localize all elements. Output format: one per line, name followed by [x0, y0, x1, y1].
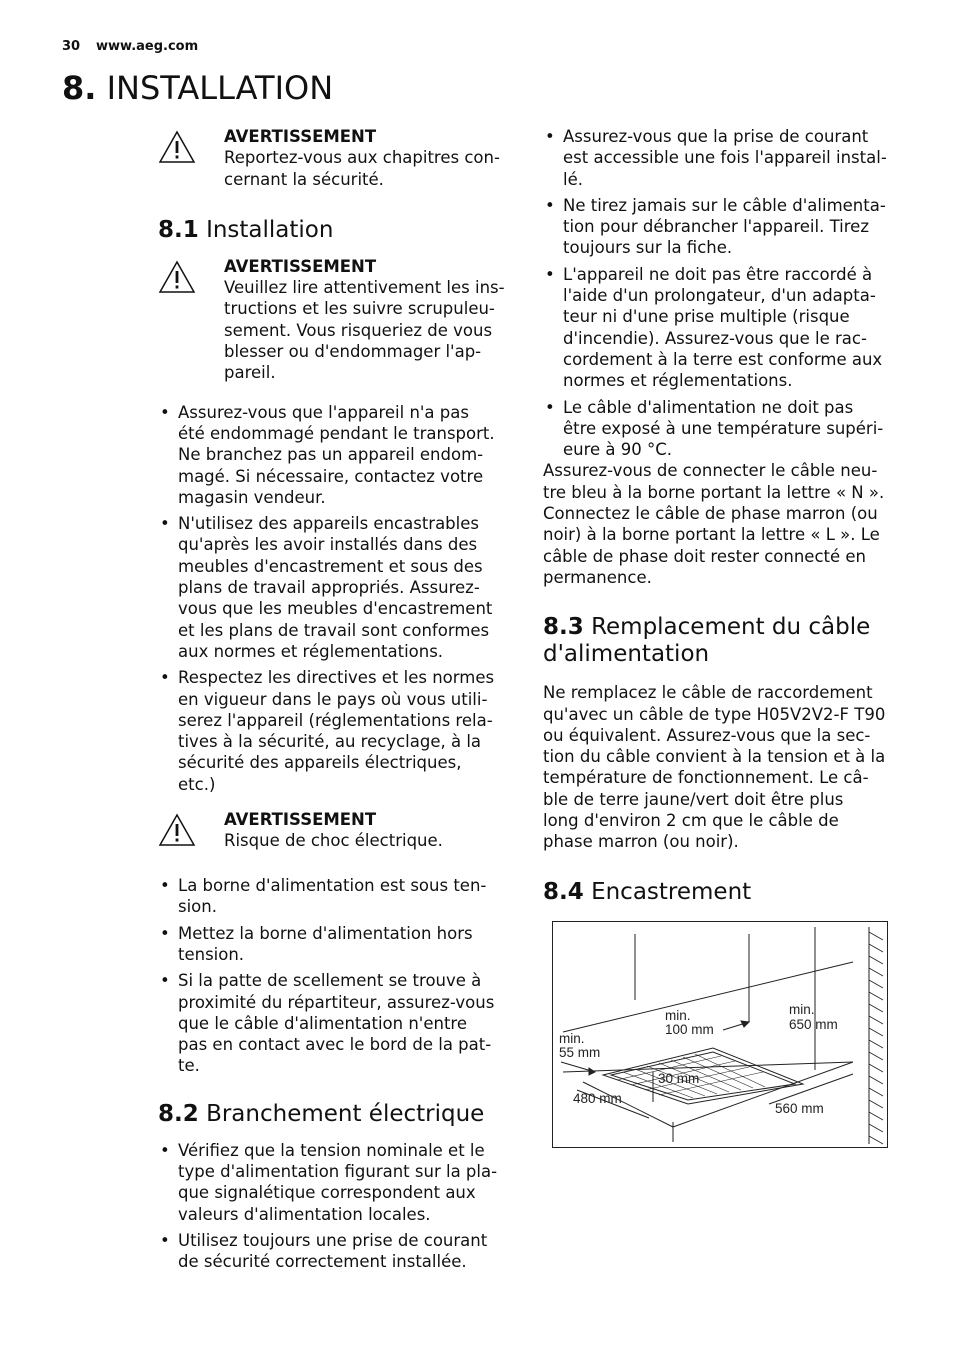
list-item-line: • Utilisez toujours une prise de courant [178, 1230, 488, 1250]
bullet-list-connection [543, 126, 903, 460]
paragraph-line: tion du câble convient à la tension et à la [543, 747, 886, 767]
list-item-line: teur ni d'une prise multiple (risque [563, 307, 850, 327]
diagram-label-55mm: 55 mm [559, 1045, 601, 1060]
diagram-label-560mm: 560 mm [775, 1101, 824, 1116]
diagram-label-min: min. [665, 1008, 691, 1023]
list-item-line: • Assurez-vous que l'appareil n'a pas [178, 402, 469, 422]
warning-title: AVERTISSEMENT [224, 810, 377, 830]
paragraph-line: noir) à la borne portant la lettre « L ». Le [543, 525, 880, 545]
list-item-line: magasin vendeur. [178, 487, 326, 507]
list-item-line: être exposé à une température supéri- [563, 418, 884, 438]
list-item-line: sion. [178, 897, 217, 917]
list-item-line: • Le câble d'alimentation ne doit pas [563, 397, 854, 417]
section-number: 8.4 [543, 878, 584, 905]
list-item [158, 970, 514, 1076]
bullet-list-electric-risk [158, 875, 514, 1077]
list-item [543, 126, 903, 190]
paragraph-line: Ne remplacez le câble de raccordement [543, 683, 873, 703]
diagram-label-30mm: 30 mm [658, 1071, 700, 1086]
warning-triangle-icon [158, 813, 196, 847]
list-item-line: sécurité des appareils électriques, [178, 753, 462, 773]
list-item-line: de sécurité correctement installée. [178, 1252, 467, 1272]
bullet-list-electrical [158, 1140, 514, 1273]
paragraph-line: tre bleu à la borne portant la lettre « N ». [543, 482, 885, 502]
list-item-line: etc.) [178, 774, 216, 794]
paragraph-line: permanence. [543, 567, 652, 587]
warning-text-line: tructions et les suivre scrupuleu- [224, 299, 495, 319]
warning-title: AVERTISSEMENT [224, 256, 377, 276]
paragraph-line: phase marron (ou noir). [543, 832, 739, 852]
warning-block-3 [158, 809, 514, 857]
warning-text-line: Risque de choc électrique. [224, 831, 443, 851]
diagram-label-min: min. [789, 1002, 815, 1017]
list-item-line: d'incendie). Assurez-vous que le rac- [563, 328, 867, 348]
section-number: 8.3 [543, 614, 584, 641]
list-item-line: proximité du répartiteur, assurez-vous [178, 992, 495, 1012]
list-item-line: pas en contact avec le bord de la pat- [178, 1035, 492, 1055]
list-item [158, 1140, 514, 1225]
chapter-title [62, 68, 333, 108]
diagram-label-650mm: 650 mm [789, 1017, 838, 1032]
section-title: Branchement électrique [206, 1100, 485, 1127]
list-item-line: que signalétique correspondent aux [178, 1183, 476, 1203]
warning-text-line: Veuillez lire attentivement les ins- [224, 278, 505, 298]
list-item-line: tension. [178, 944, 245, 964]
list-item [158, 923, 514, 966]
section-title: Remplacement du câble [591, 614, 871, 641]
list-item-line: • La borne d'alimentation est sous ten- [178, 876, 487, 896]
list-item-line: lé. [563, 169, 583, 189]
list-item-line: l'aide d'un prolongateur, d'un adapta- [563, 286, 876, 306]
section-number: 8.1 [158, 216, 199, 243]
list-item-line: en vigueur dans le pays où vous utili- [178, 689, 488, 709]
list-item-line: • Respectez les directives et les normes [178, 668, 495, 688]
warning-triangle-icon [158, 130, 196, 164]
warning-triangle-icon [158, 260, 196, 294]
list-item-line: qu'après les avoir installés dans des [178, 535, 478, 555]
installation-diagram [552, 921, 888, 1148]
cable-paragraph [543, 682, 903, 852]
list-item-line: que le câble d'alimentation n'entre [178, 1013, 467, 1033]
list-item-line: Ne branchez pas un appareil endom- [178, 445, 484, 465]
list-item-line: valeurs d'alimentation locales. [178, 1204, 431, 1224]
section-heading-8-4 [543, 879, 903, 906]
warning-text-line: sement. Vous risqueriez de vous [224, 320, 493, 340]
page-number: 30 [62, 39, 81, 54]
warning-title: AVERTISSEMENT [224, 127, 377, 146]
list-item-line: • Si la patte de scellement se trouve à [178, 971, 482, 991]
list-item [158, 1230, 514, 1273]
list-item-line: • Vérifiez que la tension nominale et le [178, 1140, 485, 1160]
connection-paragraph [543, 460, 903, 588]
paragraph-line: câble de phase doit rester connecté en [543, 546, 867, 566]
list-item-line: te. [178, 1056, 200, 1076]
list-item-line: serez l'appareil (réglementations rela- [178, 710, 493, 730]
section-number: 8.2 [158, 1100, 199, 1127]
list-item-line: • L'appareil ne doit pas être raccordé à [563, 264, 873, 284]
list-item-line: et les plans de travail sont conformes [178, 620, 490, 640]
list-item [543, 397, 903, 461]
diagram-label-480mm: 480 mm [573, 1091, 622, 1106]
section-heading-8-3 [543, 614, 903, 668]
section-title: Installation [206, 216, 334, 243]
list-item-line: normes et réglementations. [563, 371, 793, 391]
list-item-line: meubles d'encastrement et sous des [178, 556, 483, 576]
left-column [158, 126, 514, 1277]
section-heading-8-1 [158, 217, 514, 244]
list-item-line: été endommagé pendant le transport. [178, 423, 495, 443]
paragraph-line: long d'environ 2 cm que le câble de [543, 811, 839, 831]
paragraph-line: qu'avec un câble de type H05V2V2-F T90 [543, 704, 886, 724]
chapter-title-text: INSTALLATION [106, 69, 334, 107]
paragraph-line: température de fonctionnement. Le câ- [543, 768, 869, 788]
list-item-line: • Assurez-vous que la prise de courant [563, 127, 869, 146]
right-column [543, 126, 903, 906]
list-item-line: toujours sur la fiche. [563, 238, 733, 258]
list-item [543, 264, 903, 392]
warning-text-line: blesser ou d'endommager l'ap- [224, 342, 482, 362]
warning-text-line: Reportez-vous aux chapitres con- [224, 148, 500, 168]
warning-block-2 [158, 256, 514, 384]
list-item-line: • N'utilisez des appareils encastrables [178, 514, 479, 534]
warning-block-1 [158, 126, 514, 190]
list-item-line: magé. Si nécessaire, contactez votre [178, 466, 484, 486]
bullet-list-installation [158, 402, 514, 795]
list-item-line: type d'alimentation figurant sur la pla- [178, 1161, 498, 1181]
list-item [158, 402, 514, 508]
header-url: www.aeg.com [96, 39, 199, 54]
paragraph-line: Connectez le câble de phase marron (ou [543, 504, 878, 524]
list-item-line: • Mettez la borne d'alimentation hors [178, 923, 473, 943]
paragraph-line: ou équivalent. Assurez-vous que la sec- [543, 725, 871, 745]
section-title-line: d'alimentation [543, 641, 710, 668]
list-item-line: aux normes et réglementations. [178, 641, 444, 661]
chapter-number: 8. [62, 69, 97, 107]
warning-text-line: cernant la sécurité. [224, 169, 384, 189]
list-item [158, 513, 514, 662]
list-item-line: cordement à la terre est conforme aux [563, 349, 883, 369]
warning-text-line: pareil. [224, 363, 276, 383]
section-title: Encastrement [591, 878, 752, 905]
section-heading-8-2 [158, 1101, 514, 1128]
installation-drawing [553, 922, 887, 1147]
list-item-line: tives à la sécurité, au recyclage, à la [178, 732, 482, 752]
list-item-line: eure à 90 °C. [563, 440, 673, 460]
list-item-line: plans de travail appropriés. Assurez- [178, 578, 480, 598]
diagram-label-100mm: 100 mm [665, 1022, 714, 1037]
list-item [158, 667, 514, 795]
paragraph-line: ble de terre jaune/vert doit être plus [543, 789, 844, 809]
list-item [158, 875, 514, 918]
list-item-line: est accessible une fois l'appareil instal- [563, 148, 887, 168]
list-item-line: vous que les meubles d'encastrement [178, 599, 493, 619]
paragraph-line: Assurez-vous de connecter le câble neu- [543, 461, 878, 481]
list-item-line: tion pour débrancher l'appareil. Tirez [563, 217, 869, 237]
list-item-line: • Ne tirez jamais sur le câble d'alimenta- [563, 195, 886, 215]
list-item [543, 195, 903, 259]
diagram-label-min: min. [559, 1031, 585, 1046]
